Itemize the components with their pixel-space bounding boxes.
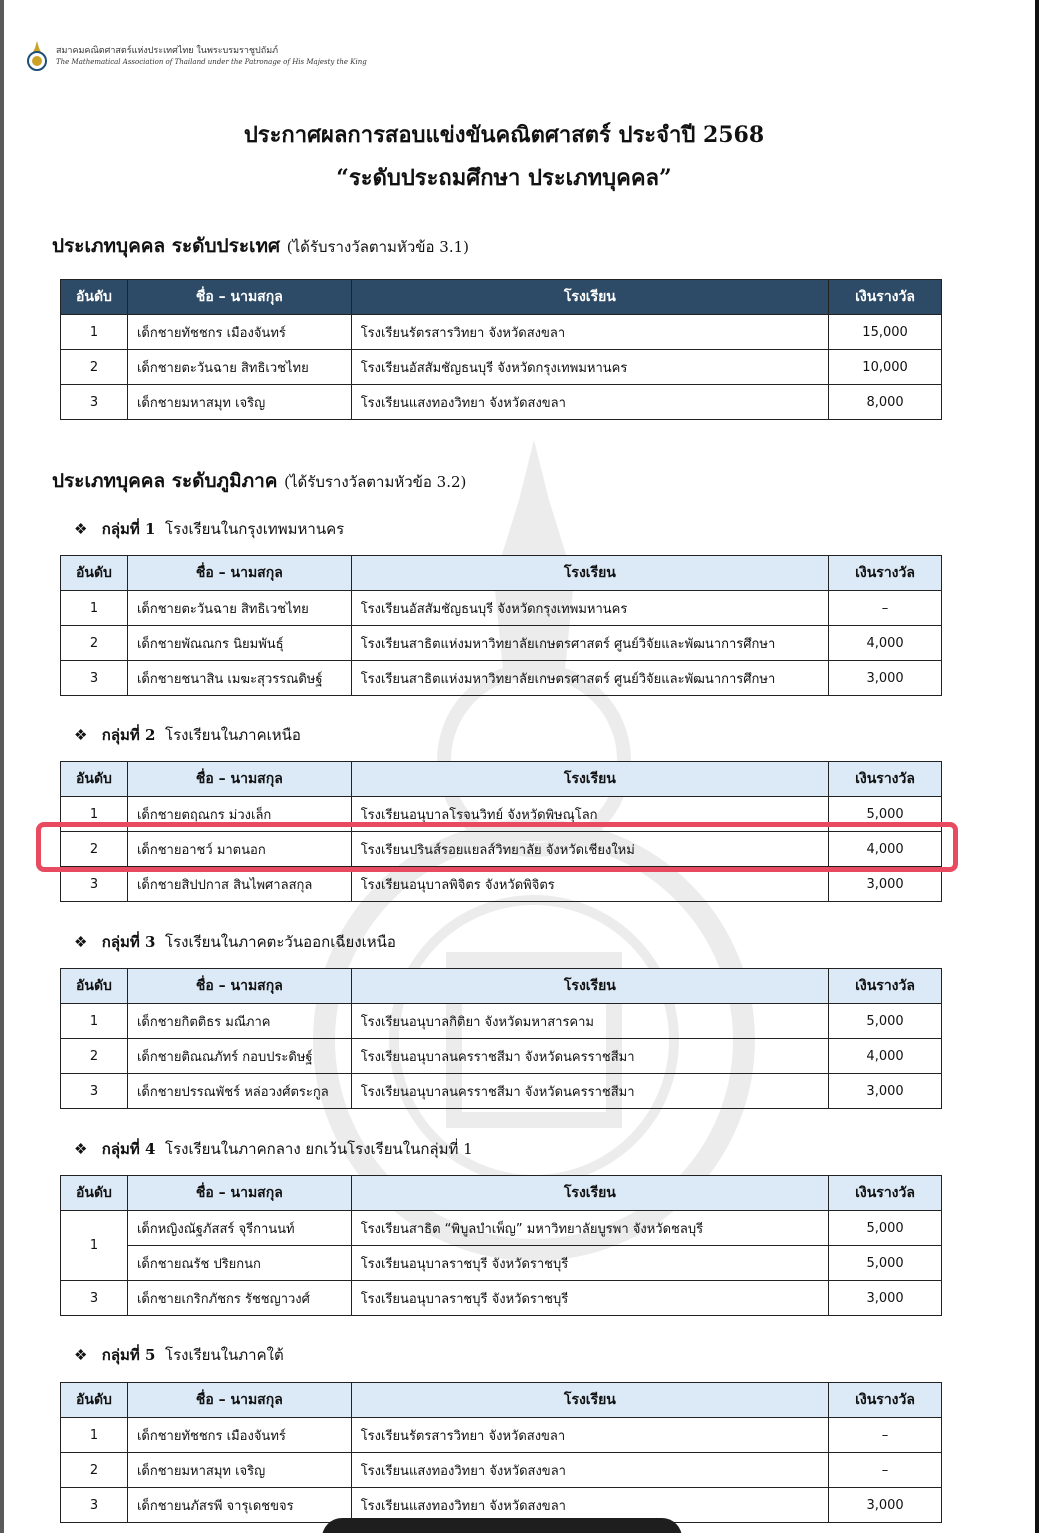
name-cell: เด็กชายพัณณกร นิยมพันธุ์ (127, 626, 351, 661)
name-header: ชื่อ – นามสกุล (127, 762, 351, 797)
association-logo-icon (24, 40, 50, 72)
diamond-bullet-icon: ❖ (74, 520, 88, 538)
national-results-table (60, 279, 942, 420)
name-header: ชื่อ – นามสกุล (127, 556, 351, 591)
rank-header: อันดับ (61, 1176, 128, 1211)
prize-cell: 4,000 (829, 626, 942, 661)
rank-header: อันดับ (61, 762, 128, 797)
school-cell: โรงเรียนสาธิต “พิบูลบำเพ็ญ” มหาวิทยาลัยบูรพา จังหวัดชลบุรี (351, 1211, 828, 1246)
rank-cell: 3 (61, 1281, 128, 1316)
group-description: โรงเรียนในภาคเหนือ (165, 726, 301, 744)
prize-cell: 5,000 (829, 797, 942, 832)
table-header-row (61, 280, 942, 315)
table-header-row (61, 1176, 942, 1211)
name-cell: เด็กชายอาชว์ มาตนอก (127, 832, 351, 867)
announcement-title: ประกาศผลการสอบแข่งขันคณิตศาสตร์ ประจำปี 2568 (243, 122, 765, 148)
group-label: กลุ่มที่ 3 (101, 933, 156, 951)
group-description: โรงเรียนในภาคใต้ (165, 1346, 284, 1364)
name-cell: เด็กชายณรัช ปริยกนก (127, 1246, 351, 1281)
association-header (24, 40, 367, 72)
rank-cell: 3 (61, 385, 128, 420)
school-cell: โรงเรียนอนุบาลราชบุรี จังหวัดราชบุรี (351, 1281, 828, 1316)
prize-header: เงินรางวัล (829, 280, 942, 315)
prize-cell: 15,000 (829, 315, 942, 350)
name-cell: เด็กชายมหาสมุท เจริญ (127, 385, 351, 420)
prize-cell: 5,000 (829, 1004, 942, 1039)
table-row (61, 1039, 942, 1074)
prize-header: เงินรางวัล (829, 1383, 942, 1418)
diamond-bullet-icon: ❖ (74, 1140, 88, 1158)
prize-header: เงินรางวัล (829, 556, 942, 591)
name-cell: เด็กชายตะวันฉาย สิทธิเวชไทย (127, 350, 351, 385)
prize-cell: – (829, 1453, 942, 1488)
table-header-row (61, 1383, 942, 1418)
name-cell: เด็กชายมหาสมุท เจริญ (127, 1453, 351, 1488)
table-header-row (61, 969, 942, 1004)
regional-heading-note: (ได้รับรางวัลตามหัวข้อ 3.2) (284, 473, 467, 491)
school-cell: โรงเรียนอนุบาลนครราชสีมา จังหวัดนครราชสีมา (351, 1039, 828, 1074)
name-cell: เด็กชายกิตติธร มณีภาค (127, 1004, 351, 1039)
group-description: โรงเรียนในกรุงเทพมหานคร (165, 520, 345, 538)
group-5-heading (74, 1343, 284, 1367)
regional-section-heading (52, 466, 466, 496)
rank-header: อันดับ (61, 969, 128, 1004)
national-heading-note: (ได้รับรางวัลตามหัวข้อ 3.1) (286, 238, 469, 256)
name-cell: เด็กชายตะวันฉาย สิทธิเวชไทย (127, 591, 351, 626)
announcement-subtitle: “ระดับประถมศึกษา ประเภทบุคคล” (336, 165, 672, 191)
prize-header: เงินรางวัล (829, 1176, 942, 1211)
document-page (4, 0, 1039, 1533)
school-cell: โรงเรียนอนุบาลพิจิตร จังหวัดพิจิตร (351, 867, 828, 902)
school-header: โรงเรียน (351, 969, 828, 1004)
rank-cell: 2 (61, 626, 128, 661)
table-row (61, 591, 942, 626)
prize-cell: 10,000 (829, 350, 942, 385)
school-header: โรงเรียน (351, 1383, 828, 1418)
name-cell: เด็กชายปรรณพัชร์ หล่อวงศ์ตระกูล (127, 1074, 351, 1109)
name-cell: เด็กชายชนาสิน เมฆะสุวรรณดิษฐ์ (127, 661, 351, 696)
school-cell: โรงเรียนแสงทองวิทยา จังหวัดสงขลา (351, 1453, 828, 1488)
group-description: โรงเรียนในภาคตะวันออกเฉียงเหนือ (165, 933, 396, 951)
table-header-row (61, 556, 942, 591)
rank-cell: 2 (61, 1039, 128, 1074)
rank-cell: 3 (61, 661, 128, 696)
rank-cell: 1 (61, 1211, 128, 1281)
table-row (61, 1074, 942, 1109)
prize-cell: 5,000 (829, 1246, 942, 1281)
name-cell: เด็กหญิงณัฐภัสสร์ จุรีกานนท์ (127, 1211, 351, 1246)
table-row (61, 1004, 942, 1039)
group-4-results-table (60, 1175, 942, 1316)
group-3-results-table (60, 968, 942, 1109)
rank-cell: 1 (61, 1004, 128, 1039)
group-label: กลุ่มที่ 1 (101, 520, 156, 538)
rank-cell: 2 (61, 832, 128, 867)
national-section-heading (52, 231, 469, 261)
name-header: ชื่อ – นามสกุล (127, 1176, 351, 1211)
table-row (61, 350, 942, 385)
regional-heading-text: ประเภทบุคคล ระดับภูมิภาค (52, 470, 278, 492)
table-row (61, 315, 942, 350)
rank-cell: 3 (61, 1488, 128, 1523)
rank-cell: 1 (61, 1418, 128, 1453)
school-cell: โรงเรียนอนุบาลนครราชสีมา จังหวัดนครราชสีมา (351, 1074, 828, 1109)
group-label: กลุ่มที่ 5 (101, 1346, 156, 1364)
group-label: กลุ่มที่ 4 (101, 1140, 156, 1158)
viewer-bottom-toolbar[interactable] (322, 1518, 682, 1533)
prize-cell: 3,000 (829, 1074, 942, 1109)
rank-cell: 1 (61, 315, 128, 350)
prize-cell: 4,000 (829, 832, 942, 867)
school-cell: โรงเรียนสาธิตแห่งมหาวิทยาลัยเกษตรศาสตร์ ศูนย์วิจัยและพัฒนาการศึกษา (351, 661, 828, 696)
school-header: โรงเรียน (351, 762, 828, 797)
prize-header: เงินรางวัล (829, 762, 942, 797)
school-cell: โรงเรียนอัสสัมชัญธนบุรี จังหวัดกรุงเทพมหานคร (351, 591, 828, 626)
school-cell: โรงเรียนปรินส์รอยแยลส์วิทยาลัย จังหวัดเชียงใหม่ (351, 832, 828, 867)
prize-cell: – (829, 1418, 942, 1453)
table-row (61, 661, 942, 696)
red-highlight-box (36, 822, 958, 872)
association-name-english: The Mathematical Association of Thailand under the Patronage of His Majesty the King (56, 58, 367, 66)
rank-cell: 2 (61, 350, 128, 385)
rank-cell: 3 (61, 867, 128, 902)
school-cell: โรงเรียนแสงทองวิทยา จังหวัดสงขลา (351, 1488, 828, 1523)
school-cell: โรงเรียนสาธิตแห่งมหาวิทยาลัยเกษตรศาสตร์ ศูนย์วิจัยและพัฒนาการศึกษา (351, 626, 828, 661)
group-1-heading (74, 517, 344, 541)
group-5-results-table (60, 1382, 942, 1523)
prize-cell: 3,000 (829, 661, 942, 696)
rank-cell: 1 (61, 591, 128, 626)
prize-cell: 3,000 (829, 867, 942, 902)
rank-header: อันดับ (61, 1383, 128, 1418)
school-header: โรงเรียน (351, 1176, 828, 1211)
name-header: ชื่อ – นามสกุล (127, 969, 351, 1004)
table-row (61, 385, 942, 420)
rank-cell: 3 (61, 1074, 128, 1109)
table-row (61, 1211, 942, 1246)
name-cell: เด็กชายนภัสรพี จารุเดชขจร (127, 1488, 351, 1523)
school-cell: โรงเรียนรัตรสารวิทยา จังหวัดสงขลา (351, 315, 828, 350)
prize-header: เงินรางวัล (829, 969, 942, 1004)
table-row (61, 1418, 942, 1453)
diamond-bullet-icon: ❖ (74, 726, 88, 744)
school-header: โรงเรียน (351, 556, 828, 591)
name-header: ชื่อ – นามสกุล (127, 1383, 351, 1418)
name-cell: เด็กชายทัชชกร เมืองจันทร์ (127, 1418, 351, 1453)
prize-cell: – (829, 591, 942, 626)
rank-header: อันดับ (61, 556, 128, 591)
school-cell: โรงเรียนอนุบาลโรจนวิทย์ จังหวัดพิษณุโลก (351, 797, 828, 832)
table-row (61, 626, 942, 661)
name-cell: เด็กชายทัชชกร เมืองจันทร์ (127, 315, 351, 350)
group-1-results-table (60, 555, 942, 696)
diamond-bullet-icon: ❖ (74, 933, 88, 951)
diamond-bullet-icon: ❖ (74, 1346, 88, 1364)
rank-header: อันดับ (61, 280, 128, 315)
group-3-heading (74, 930, 396, 954)
table-row (61, 1453, 942, 1488)
prize-cell: 5,000 (829, 1211, 942, 1246)
prize-cell: 8,000 (829, 385, 942, 420)
group-label: กลุ่มที่ 2 (101, 726, 156, 744)
rank-cell: 1 (61, 797, 128, 832)
rank-cell: 2 (61, 1453, 128, 1488)
name-cell: เด็กชายติณณภัทร์ กอบประดิษฐ์ (127, 1039, 351, 1074)
group-4-heading (74, 1137, 473, 1161)
name-cell: เด็กชายเกริกภัชกร รัชชญาวงศ์ (127, 1281, 351, 1316)
name-cell: เด็กชายสิปปกาส สินไพศาลสกุล (127, 867, 351, 902)
prize-cell: 3,000 (829, 1488, 942, 1523)
school-cell: โรงเรียนแสงทองวิทยา จังหวัดสงขลา (351, 385, 828, 420)
school-cell: โรงเรียนอัสสัมชัญธนบุรี จังหวัดกรุงเทพมหานคร (351, 350, 828, 385)
prize-cell: 4,000 (829, 1039, 942, 1074)
prize-cell: 3,000 (829, 1281, 942, 1316)
school-cell: โรงเรียนรัตรสารวิทยา จังหวัดสงขลา (351, 1418, 828, 1453)
national-heading-text: ประเภทบุคคล ระดับประเทศ (52, 235, 281, 257)
group-2-heading (74, 723, 301, 747)
school-cell: โรงเรียนอนุบาลกิติยา จังหวัดมหาสารคาม (351, 1004, 828, 1039)
association-name-thai: สมาคมคณิตศาสตร์แห่งประเทศไทย ในพระบรมราชูปถัมภ์ (56, 46, 279, 56)
name-cell: เด็กชายตฤณกร ม่วงเล็ก (127, 797, 351, 832)
school-cell: โรงเรียนอนุบาลราชบุรี จังหวัดราชบุรี (351, 1246, 828, 1281)
table-row (61, 1246, 942, 1281)
table-row (61, 1281, 942, 1316)
name-header: ชื่อ – นามสกุล (127, 280, 351, 315)
school-header: โรงเรียน (351, 280, 828, 315)
group-description: โรงเรียนในภาคกลาง ยกเว้นโรงเรียนในกลุ่มที่ 1 (165, 1140, 473, 1158)
window-edge (1035, 0, 1039, 1533)
table-header-row (61, 762, 942, 797)
